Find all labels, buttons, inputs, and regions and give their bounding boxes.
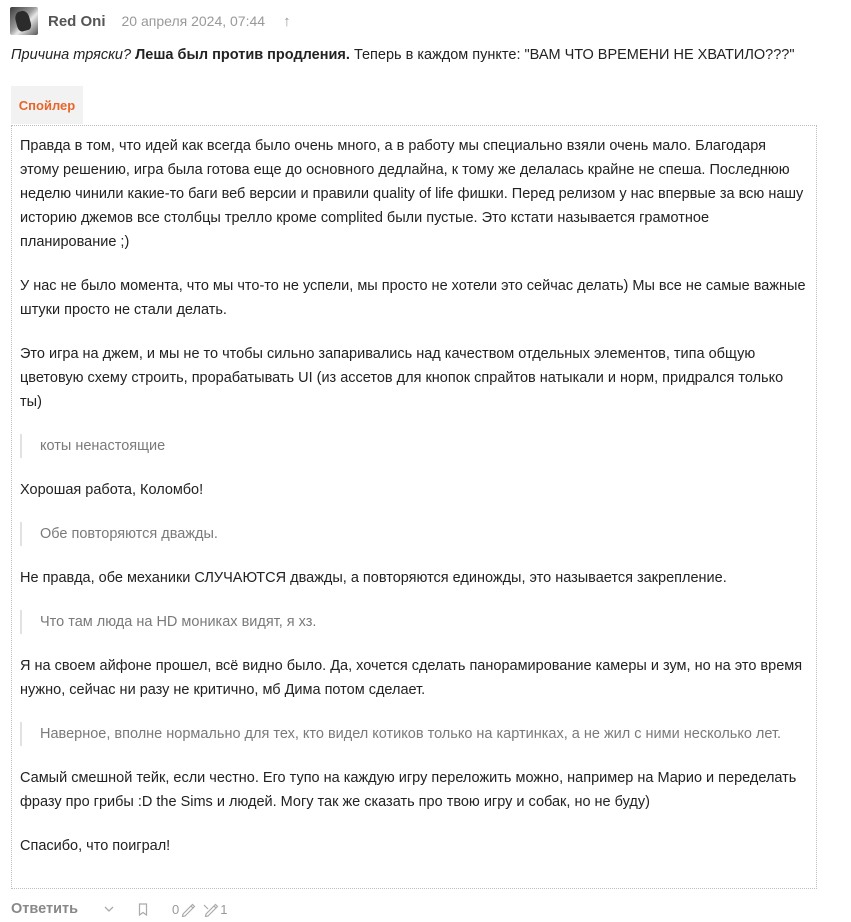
upvote-count: 1 [220,901,228,917]
intro-italic: Причина тряски? [11,47,132,63]
blockquote: Обе повторяются дважды. [20,522,808,546]
avatar[interactable] [10,7,38,35]
spoiler-paragraph: Правда в том, что идей как всегда было очень много, а в работу мы специально взяли очень мало. Благодаря этому решению, игра была готова еще до основного дедлайна, к тому же делалась крайне не спеша. Последнюю неделю чинили какие-то баги веб версии и правили quality of life фишки. Перед релизом у нас впервые за всю нашу историю джемов все столбцы трелло кроме complited были пустые. Это кстати называется грамотное планирование ;) [20,138,804,250]
pen-down-icon[interactable] [180,901,196,917]
spoiler-content [11,125,817,889]
comment-header [10,6,291,36]
reply-button[interactable]: Ответить [11,901,79,917]
bookmark-icon[interactable] [138,903,148,916]
up-arrow-icon[interactable]: ↑ [283,12,291,30]
spoiler-paragraph: У нас не было момента, что мы что-то не успели, мы просто не хотели это сейчас делать) Мы все не самые важные штуки просто не стали делать. [20,278,806,318]
chevron-down-icon[interactable] [104,904,114,914]
intro-bold: Леша был против продления. [135,47,350,63]
downvote-count: 0 [172,901,180,917]
spoiler-paragraph: Хорошая работа, Коломбо! [20,482,204,498]
blockquote: Что там люда на HD мониках видят, я хз. [20,610,808,634]
spoiler-toggle[interactable]: Спойлер [11,86,83,124]
spoiler-paragraph: Самый смешной тейк, если честно. Его тупо на каждую игру переложить можно, например на Марио и переделать фразу про грибы :D the Sims и людей. Могу так же сказать про твою игру и собак, но не буду) [20,770,797,810]
comment-date[interactable]: 20 апреля 2024, 07:44 [121,13,266,29]
intro-rest: Теперь в каждом пункте: "ВАМ ЧТО ВРЕМЕНИ НЕ ХВАТИЛО???" [353,47,795,63]
author-name[interactable]: Red Oni [48,12,106,30]
spoiler-paragraph: Я на своем айфоне прошел, всё видно было. Да, хочется сделать панорамирование камеры и зум, но на это время нужно, сейчас ни разу не критично, мб Дима потом сделает. [20,658,803,698]
pen-up-icon[interactable] [202,901,220,917]
spoiler-paragraph: Не правда, обе механики СЛУЧАЮТСЯ дважды, а повторяются единожды, это называется закрепление. [20,570,727,586]
blockquote: коты ненастоящие [20,434,808,458]
blockquote: Наверное, вполне нормально для тех, кто видел котиков только на картинках, а не жил с ними несколько лет. [20,722,808,746]
spoiler-paragraph: Спасибо, что поиграл! [20,838,171,854]
spoiler-paragraph: Это игра на джем, и мы не то чтобы сильно запаривались над качеством отдельных элементов, типа общую цветовую схему строить, прорабатывать UI (из ассетов для кнопок спрайтов натыкали и норм, придрался только ты) [20,346,784,410]
comment-actions [11,898,227,920]
vote-controls [172,901,227,917]
comment-intro [11,45,841,65]
